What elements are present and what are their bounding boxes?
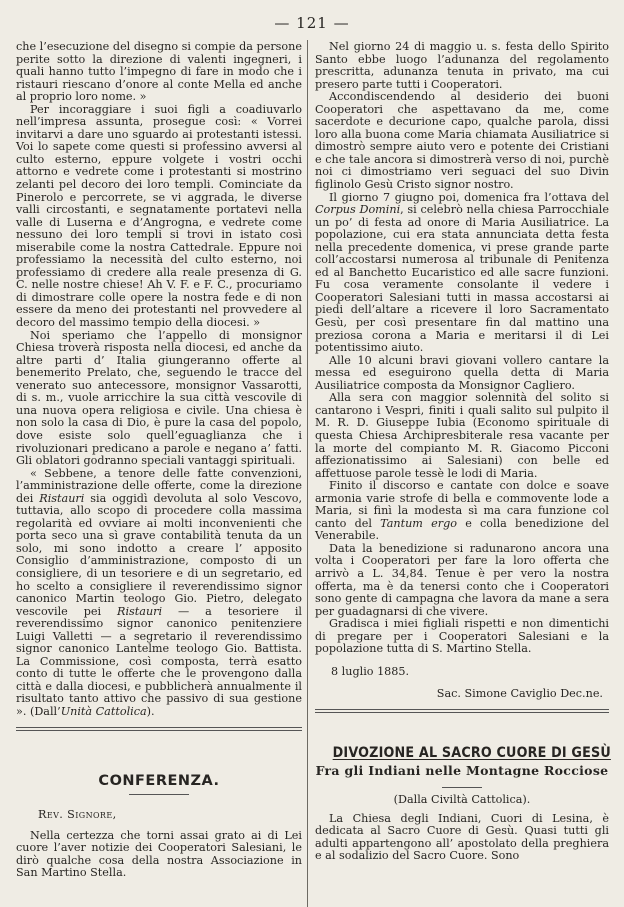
right-column [315, 41, 609, 863]
letter-signature: Sac. Simone Caviglio Dec.ne. [436, 687, 603, 701]
article-paragraph: Alla sera con maggior solennità del solito si cantarono i Vespri, finiti i quali salito sul pulpito il M. R. D. Giuseppe Iubia (Economo spirituale di questa Chiesa Archipresbiterale resa vacante per la morte del compianto M. R. Giacomo Picconi affezionatissimo ai Salesiani) con belle ed affettuose parole tessè le lodi di Maria. [315, 391, 609, 480]
article-text: sia oggidì devoluta al solo Vescovo, tuttavia, allo scopo di procedere colla massima regolarità ed ovviare ai molti inconvenienti che porta seco una sì grave contabilità tenuta da un solo, mi sono indotto a creare l’ apposito Consiglio d’amministrazione, composto di un consigliere, di un tesoriere e di un segretario, ed ho scelto a consigliere il reverendissimo signor canonico Martin teologo Gio. Pietro, delegato vescovile pei [16, 491, 303, 618]
italic-term: Corpus Domini [315, 203, 401, 217]
article-paragraph: che l’esecuzione del disegno si compie da persone perite sotto la direzione di valenti ingegneri, i quali hanno tutto l’impegno di fare in modo che i ristauri riescano d’onore al conte Mella ed anche al proprio loro nome. » [16, 40, 302, 104]
source-citation: (Dalla Civiltà Cattolica). [393, 792, 531, 806]
section-divider [315, 709, 609, 713]
heading-rule [129, 794, 189, 795]
article-text: e colla benedizione del Venerabile. [315, 516, 609, 543]
article-paragraph: Nella certezza che torni assai grato ai di Lei cuore l’aver notizie dei Cooperatori Salesiani, le dirò qualche cosa della nostra Associazione in San Martino Stella. [16, 828, 302, 880]
article-text: « Sebbene, a tenore delle fatte convenzioni, l’amministrazione delle offerte, come la direzione dei [16, 466, 302, 505]
article-text: — a tesoriere il reverendissimo signor canonico penitenziere Luigi Valletti — a segretario il reverendissimo signor canonico Lantelme teologo Gio. Battista. La Commissione, così composta, terrà esatto conto di tutte le offerte che le provengono dalla città e dalla diocesi, e pubblicherà annualmente il risultato tanto attivo che passivo di sua gestione ». (Dall’ [16, 604, 303, 718]
left-column [16, 41, 302, 880]
article-text: ). [146, 704, 155, 718]
page-number: — 121 — [274, 14, 350, 32]
article-paragraph: Gradisca i miei figliali rispetti e non dimentichi di pregare per i Cooperatori Salesiani e la popolazione tutta di S. Martino Stella. [315, 617, 609, 656]
article-paragraph [315, 480, 609, 543]
article-paragraph: Accondiscendendo al desiderio dei buoni Cooperatori che aspettavano da me, come sacerdote e decurione capo, qualche parola, dissi loro alla buona come Maria chiamata Ausiliatrice si dimostrò sempre aiuto vero e potente dei Cristiani e che tale ancora si dimostrerà verso di noi, purchè noi ci dimostriamo veri seguaci del suo Divin figlinolo Gesù Cristo signor nostro. [315, 90, 609, 192]
article-paragraph [315, 192, 609, 355]
italic-term: Ristauri [39, 491, 85, 505]
article-paragraph: Per incoraggiare i suoi figli a coadiuvarlo nell’impresa assunta, prosegue così: « Vorrei invitarvi a dare uno sguardo ai protestanti istessi. Voi lo sapete come questi si professino avversi al culto esterno, eppure volgete i vostri occhi attorno e vedrete come i protestanti si mostrino zelanti pel decoro dei loro templi. Cominciate da Pinerolo e percorrete, se vi aggrada, le diverse valli circostanti, e segnatamente portatevi nella valle di Luserna e d’Angrogna, e vedrete come nessuno dei loro templi si trovi in istato così miserabile come la nostra Cattedrale. Eppure noi professiamo la necessità del culto esterno, noi professiamo di credere alla reale presenza di G. C. nelle nostre chiese! Ah V. F. e F. C., procuriamo di dimostrare colle opere la nostra fede e di non essere da meno dei protestanti nel provvedere al decoro del massimo tempio della diocesi. » [16, 102, 302, 330]
article-paragraph: Noi speriamo che l’appello di monsignor Chiesa troverà risposta nella diocesi, ed anche da altre parti d’ Italia giungeranno offerte al benemerito Prelato, che, seguendo le tracce del venerato suo antecessore, monsignor Vassarotti, di s. m., vuole arricchire la sua città vescovile di una nuova opera religiosa e civile. Una chiesa è non solo la casa di Dio, è pure la casa del popolo, dove esiste solo quell’eguaglianza che i rivoluzionari predicano a parole e negano a’ fatti. Gli oblatori godranno speciali vantaggi spirituali. [16, 328, 302, 468]
article-paragraph: Alle 10 alcuni bravi giovani vollero cantare la messa ed eseguirono quella detta di Maria Ausiliatrice composta da Monsignor Cagliero. [315, 353, 609, 392]
article-paragraph: Data la benedizione si radunarono ancora una volta i Cooperatori per fare la loro offerta che arrivò a L. 34,84. Tenue è per vero la nostra offerta, ma è da tenersi conto che i Cooperatori sono gente di campagna che lavora da mane a sera per guadagnarsi di che vivere. [315, 541, 609, 618]
article-paragraph [16, 468, 302, 719]
section-subheading: Fra gli Indiani nelle Montagne Rocciose [315, 763, 609, 779]
section-heading: CONFERENZA. [98, 772, 220, 789]
letter-date: 8 luglio 1885. [331, 664, 410, 678]
column-divider [307, 40, 308, 907]
section-divider [16, 727, 302, 731]
article-text: Il giorno 7 giugno poi, domenica fra l’ottava del [329, 190, 609, 204]
article-text: Finito il discorso e cantate con dolce e soave armonia varie strofe di bella e commovente lode a Maria, si finì la modesta sì ma cara funzione col canto del [315, 479, 609, 530]
article-paragraph: La Chiesa degli Indiani, Cuori di Lesina, è dedicata al Sacro Cuore di Gesù. Quasi tutti gli adulti appartengono all’ apostolato della preghiera e al sodalizio del Sacro Cuore. Sono [315, 811, 609, 863]
italic-term: Ristauri [117, 604, 163, 618]
article-text: , si celebrò nella chiesa Parrocchiale un po’ di festa ad onore di Maria Ausiliatrice. La popolazione, cui era stata annunciata detta festa nella precedente domenica, vi prese grande parte coll’accostarsi numerosa al tribunale di Penitenza ed al Banchetto Eucaristico ed alle sacre funzioni. Fu cosa veramente consolante il vedere i Cooperatori Salesiani tutti in massa accostarsi ai piedi dell’altare a ricevere il loro Sacramentato Gesù, per così presentare fin dal mattino una preziosa corona a Maria e meritarsi il di Lei potentissimo aiuto. [315, 203, 610, 355]
section-heading: DIVOZIONE AL SACRO CUORE DI GESÙ [332, 744, 611, 761]
italic-term: Tantum ergo [380, 516, 457, 530]
heading-rule [442, 787, 482, 788]
letter-greeting: Rev. Signore, [38, 808, 117, 822]
source-publication: Unità Cattolica [60, 704, 147, 718]
article-paragraph: Nel giorno 24 di maggio u. s. festa dello Spirito Santo ebbe luogo l’adunanza del regolamento prescritta, adunanza tenuta in privato, ma cui presero parte tutti i Cooperatori. [315, 40, 609, 91]
